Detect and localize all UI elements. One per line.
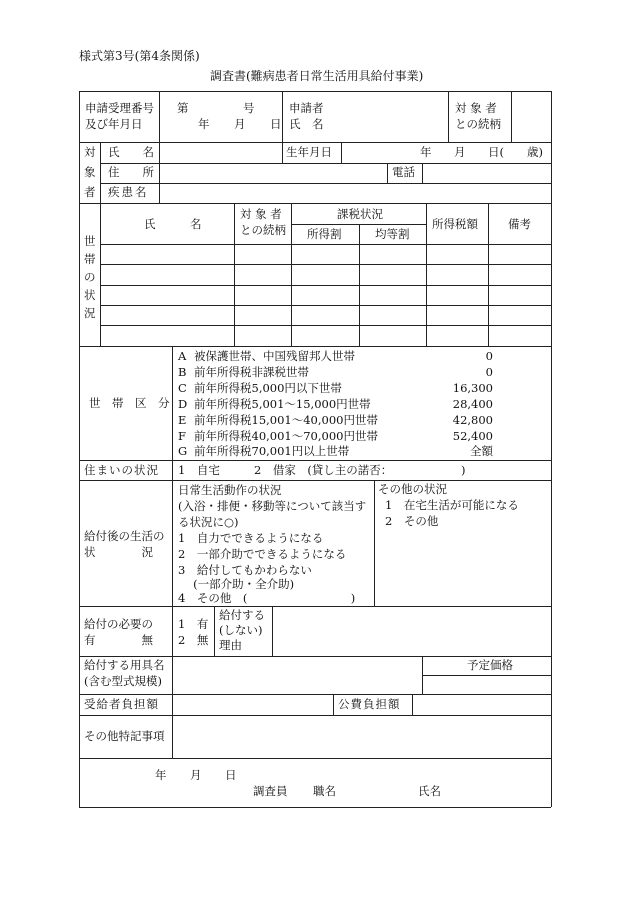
reason-label-3: 理由: [219, 638, 242, 652]
category-code: A: [178, 349, 187, 363]
category-text: 前年所得税40,001～70,000円世帯: [194, 429, 378, 443]
category-text: 前年所得税非課税世帯: [194, 365, 309, 379]
receipt-date-label: 及び年月日: [85, 117, 143, 131]
subject-side-3: 者: [84, 185, 96, 199]
disease-label: 疾患名: [108, 185, 149, 199]
daily-line: (入浴・排便・移動等について該当す: [178, 499, 367, 513]
household-col-name: 氏 名: [144, 217, 202, 231]
category-text: 前年所得税15,001～40,000円世帯: [194, 413, 378, 427]
category-code: B: [178, 365, 187, 379]
number-suffix: 号: [243, 101, 255, 115]
household-side-1: 世: [84, 234, 96, 248]
household-col-income-share: 所得割: [307, 227, 342, 241]
category-text: 前年所得税5,001～15,000円世帯: [194, 397, 371, 411]
relation-label-2: との続柄: [455, 117, 501, 131]
category-code: E: [178, 413, 187, 427]
notes-label: その他特記事項: [84, 729, 165, 743]
necessity-no: 2 無: [178, 633, 209, 647]
household-side-2: 帯: [84, 252, 96, 266]
receipt-day: 日: [270, 117, 282, 131]
category-text: 前年所得税5,000円以下世帯: [194, 381, 342, 395]
category-amount: 52,400: [452, 429, 493, 443]
category-code: G: [178, 444, 188, 458]
address-label: 住 所: [108, 165, 154, 179]
daily-title: 日常生活動作の状況: [178, 483, 282, 497]
receipt-label: 申請受理番号: [85, 101, 154, 115]
other-line: 2 その他: [385, 514, 439, 528]
subject-name-label: 氏 名: [108, 145, 154, 159]
household-side-5: 況: [84, 306, 96, 320]
category-amount: 全額: [470, 444, 493, 458]
subject-side-1: 対: [84, 145, 96, 159]
category-amount: 42,800: [452, 413, 493, 427]
daily-line: 1 自力でできるようになる: [178, 531, 324, 545]
reason-label: 給付する: [219, 608, 265, 622]
category-amount: 0: [485, 365, 493, 379]
phone-label: 電話: [392, 165, 415, 179]
daily-line: (一部介助・全介助): [178, 577, 295, 591]
category-text: 前年所得税70,001円以上世帯: [194, 444, 350, 458]
household-col-income-tax: 所得税額: [432, 217, 478, 231]
daily-line: 2 一部介助でできるようになる: [178, 547, 347, 561]
birth-month: 月: [454, 145, 466, 159]
price-label: 予定価格: [467, 658, 513, 672]
household-col-equal-share: 均等割: [375, 227, 410, 241]
housing-label: 住まいの状況: [84, 463, 159, 477]
birthdate-label: 生年月日: [286, 145, 332, 159]
recipient-burden-label: 受給者負担額: [84, 697, 159, 711]
equipment-label-2: (含む型式規模): [84, 674, 162, 688]
other-line: 1 在宅生活が可能になる: [385, 498, 519, 512]
reason-label-2: (しない): [219, 623, 263, 637]
necessity-label-2: 有 無: [84, 633, 153, 647]
applicant-label: 申請者: [289, 101, 324, 115]
equipment-label: 給付する用具名: [84, 658, 165, 672]
receipt-year: 年: [198, 117, 210, 131]
form-number: 様式第3号(第4条関係): [79, 49, 200, 63]
daily-line: る状況に○): [178, 515, 239, 529]
housing-rent: 2 借家 (貸し主の諾否：: [254, 463, 393, 477]
investigator-label: 調査員: [253, 784, 288, 798]
footer-month: 月: [190, 768, 202, 782]
household-col-relation-2: との続柄: [240, 223, 286, 237]
category-label: 世 帯 区 分: [89, 396, 170, 410]
subject-side-2: 象: [84, 165, 96, 179]
category-amount: 16,300: [452, 381, 493, 395]
household-col-remarks: 備考: [508, 217, 531, 231]
footer-day: 日: [225, 768, 237, 782]
category-amount: 0: [485, 349, 493, 363]
after-label: 給付後の生活の: [84, 529, 165, 543]
birth-year: 年: [420, 145, 432, 159]
relation-label: 対 象 者: [455, 101, 497, 115]
daily-line: 4 その他 ( ): [178, 591, 356, 605]
public-burden-label: 公費負担額: [338, 697, 401, 711]
position-label: 職名: [313, 784, 336, 798]
after-label-2: 状 況: [84, 545, 153, 559]
category-code: D: [178, 397, 188, 411]
name-label: 氏名: [418, 784, 441, 798]
applicant-name-label: 氏 名: [289, 117, 324, 131]
category-text: 被保護世帯、中国残留邦人世帯: [194, 349, 355, 363]
other-title: その他の状況: [378, 482, 447, 496]
category-code: C: [178, 381, 187, 395]
form-title: 調査書(難病患者日常生活用具給付事業): [210, 69, 424, 83]
daily-line: 3 給付してもかわらない: [178, 563, 312, 577]
household-col-relation: 対 象 者: [240, 207, 282, 221]
housing-close: ): [461, 463, 466, 477]
number-prefix: 第: [177, 101, 189, 115]
necessity-yes: 1 有: [178, 617, 209, 631]
household-side-4: 状: [84, 288, 96, 302]
household-side-3: の: [84, 270, 96, 284]
category-amount: 28,400: [452, 397, 493, 411]
category-code: F: [178, 429, 186, 443]
receipt-month: 月: [234, 117, 246, 131]
household-col-tax: 課税状況: [337, 207, 383, 221]
housing-own: 1 自宅: [178, 463, 220, 477]
footer-year: 年: [155, 768, 167, 782]
necessity-label: 給付の必要の: [84, 617, 153, 631]
birth-day-age: 日( 歳): [488, 145, 543, 159]
